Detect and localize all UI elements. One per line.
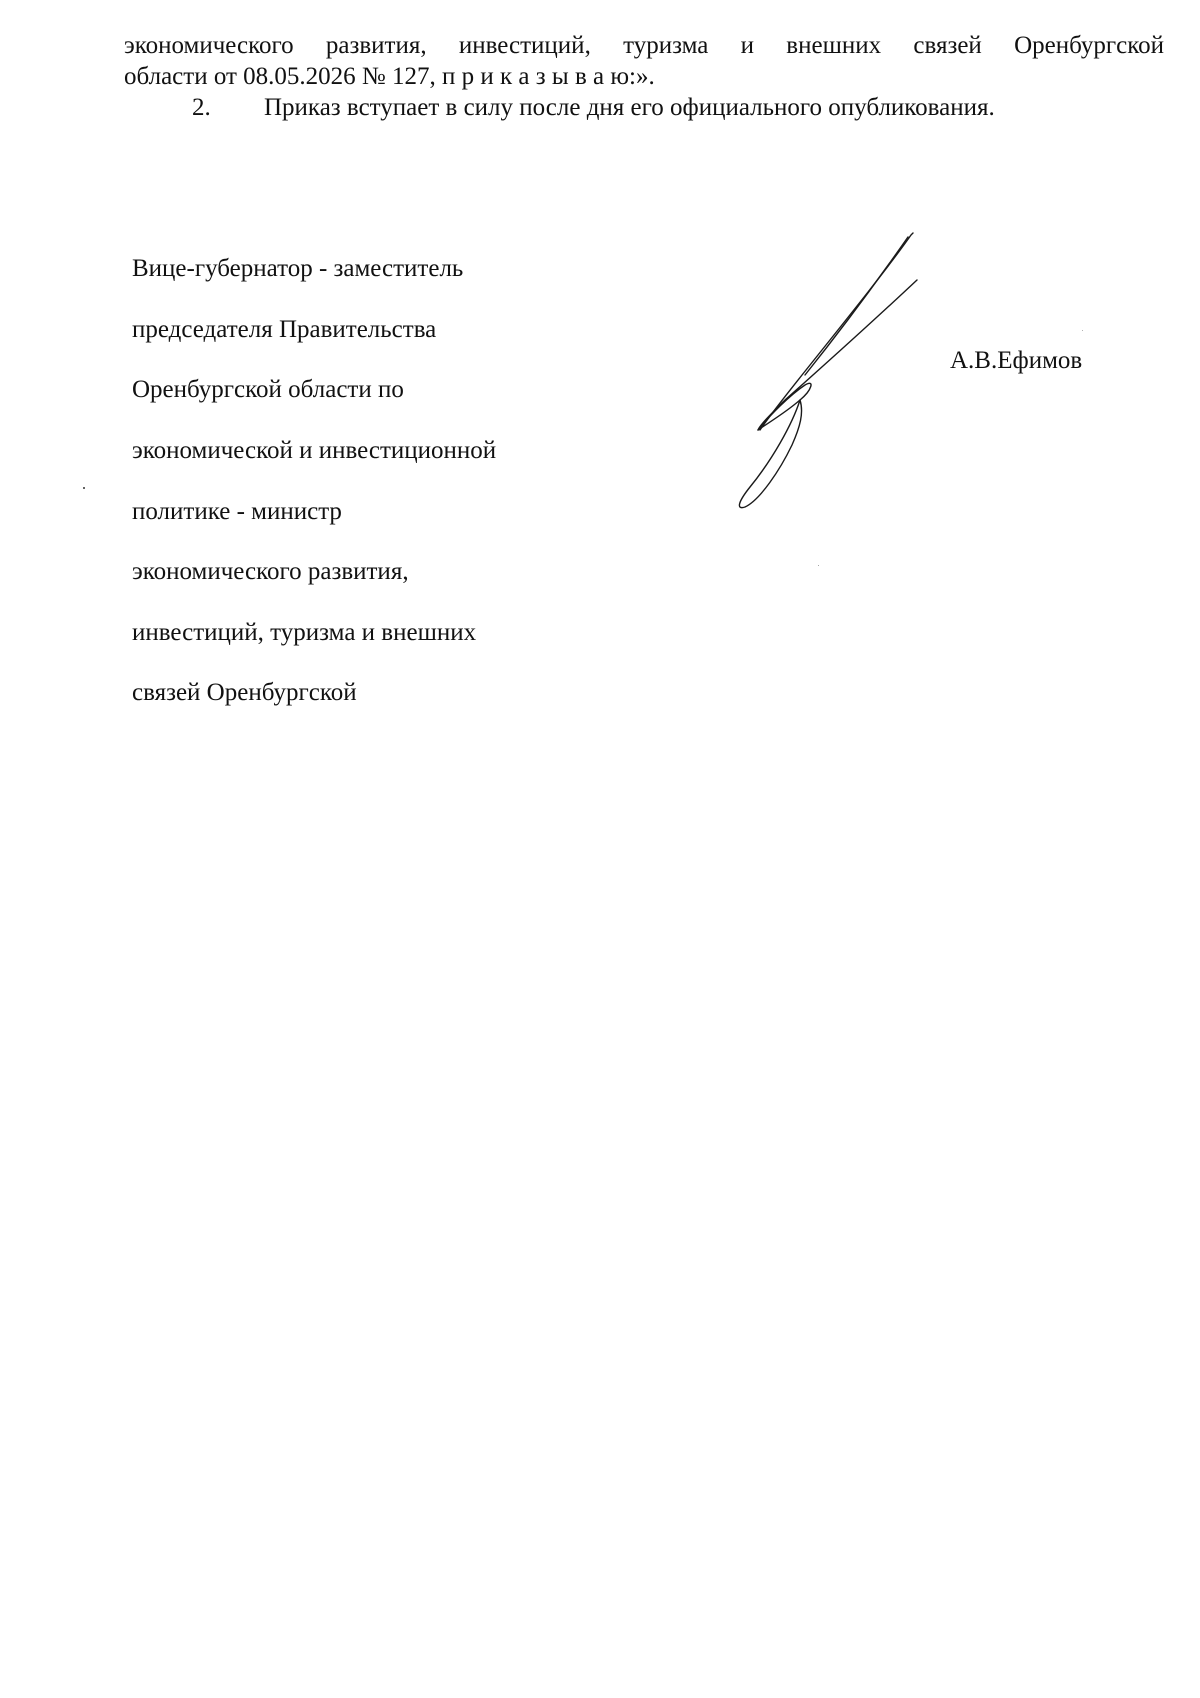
item-2-number: 2. bbox=[192, 94, 211, 121]
document-body bbox=[124, 30, 1164, 123]
signatory-position-line: политике - министр bbox=[132, 497, 342, 525]
signatory-position-line: Вице-губернатор - заместитель bbox=[132, 255, 464, 283]
signatory-position-line: Оренбургской области по bbox=[132, 376, 404, 404]
signatory-position-line: экономического развития, bbox=[132, 558, 409, 586]
handwritten-signature bbox=[700, 225, 930, 525]
paragraph-continuation-line-2: области от 08.05.2026 № 127, п р и к а з ы в а ю:». bbox=[124, 63, 655, 90]
scan-speck bbox=[1082, 330, 1083, 331]
item-2 bbox=[124, 92, 1164, 123]
item-2-text: Приказ вступает в силу после дня его официального опубликования. bbox=[264, 94, 995, 121]
scan-speck bbox=[818, 565, 819, 566]
signatory-name: А.В.Ефимов bbox=[950, 347, 1083, 374]
signatory-position-line: связей Оренбургской bbox=[132, 679, 357, 707]
signatory-position-line: инвестиций, туризма и внешних bbox=[132, 618, 477, 646]
scan-speck bbox=[83, 487, 85, 489]
signatory-position bbox=[132, 224, 592, 739]
paragraph-continuation-line-1: экономического развития, инвестиций, туризма и внешних связей Оренбургской bbox=[124, 32, 1164, 59]
signatory-position-line: председателя Правительства bbox=[132, 315, 437, 343]
signatory-position-line: экономической и инвестиционной bbox=[132, 437, 497, 465]
